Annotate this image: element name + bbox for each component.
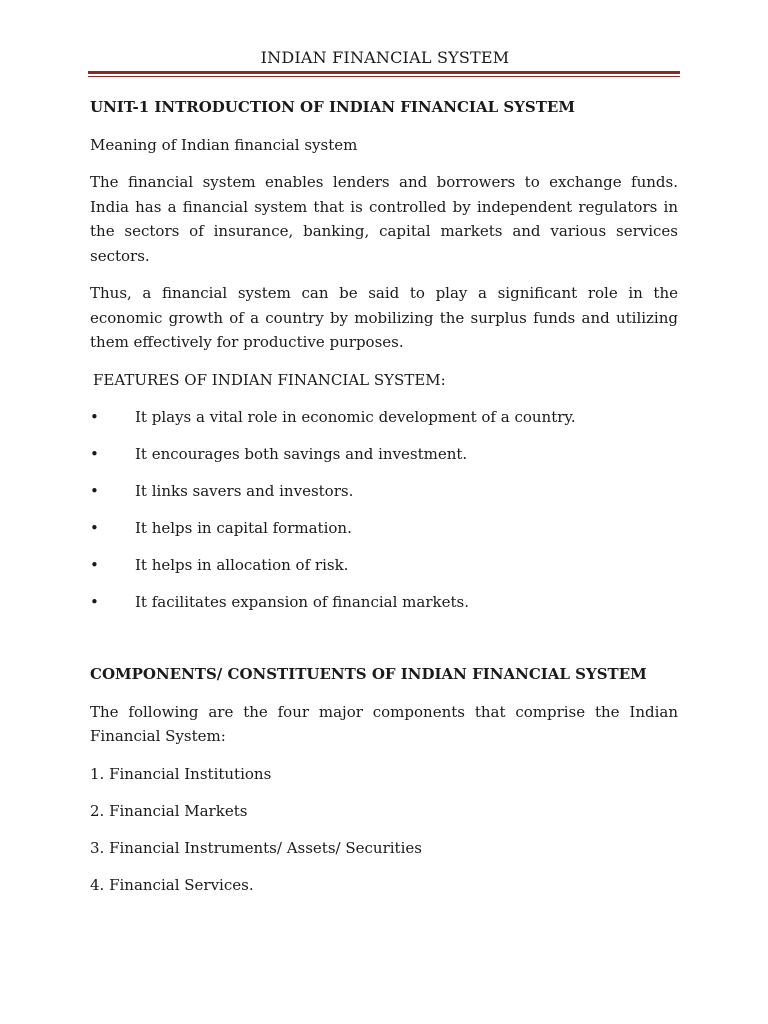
role-paragraph: Thus, a financial system can be said to play a significant role in the economic growth of a country by mobilizing the surplus funds and utilizing them effectively for productive purposes.: [90, 284, 678, 351]
list-item: [90, 479, 678, 504]
features-heading: FEATURES OF INDIAN FINANCIAL SYSTEM:: [93, 370, 446, 389]
feature-text: It helps in allocation of risk.: [135, 556, 349, 574]
list-item: [90, 516, 678, 541]
component-item: 4. Financial Services.: [90, 875, 254, 894]
intro-paragraph: The financial system enables lenders and borrowers to exchange funds. India has a financial system that is controlled by independent regulators in the sectors of insurance, banking, capital markets and various services sectors.: [90, 173, 678, 265]
list-item: [90, 590, 678, 615]
header-rule-thick: [88, 71, 680, 74]
document-body: [90, 95, 678, 910]
running-header: INDIAN FINANCIAL SYSTEM: [260, 48, 510, 67]
unit-heading: UNIT-1 INTRODUCTION OF INDIAN FINANCIAL SYSTEM: [90, 98, 575, 116]
bullet-icon: •: [90, 445, 99, 463]
meaning-subheading: Meaning of Indian financial system: [90, 135, 358, 154]
component-item: 3. Financial Instruments/ Assets/ Securities: [90, 838, 422, 857]
header-rule-thin: [88, 76, 680, 77]
feature-text: It helps in capital formation.: [135, 519, 352, 537]
list-item: [90, 553, 678, 578]
feature-text: It links savers and investors.: [135, 482, 354, 500]
feature-text: It plays a vital role in economic development of a country.: [135, 408, 576, 426]
bullet-icon: •: [90, 556, 99, 574]
bullet-icon: •: [90, 408, 99, 426]
feature-text: It facilitates expansion of financial markets.: [135, 593, 469, 611]
features-list: [90, 405, 678, 615]
component-item: 2. Financial Markets: [90, 801, 248, 820]
bullet-icon: •: [90, 519, 99, 537]
bullet-icon: •: [90, 593, 99, 611]
list-item: [90, 405, 678, 430]
section-spacer: [90, 627, 678, 662]
components-intro: The following are the four major components that comprise the Indian Financial System:: [90, 702, 678, 745]
component-item: 1. Financial Institutions: [90, 764, 272, 783]
list-item: [90, 442, 678, 467]
feature-text: It encourages both savings and investment.: [135, 445, 468, 463]
bullet-icon: •: [90, 482, 99, 500]
components-heading: COMPONENTS/ CONSTITUENTS OF INDIAN FINANCIAL SYSTEM: [90, 665, 647, 683]
